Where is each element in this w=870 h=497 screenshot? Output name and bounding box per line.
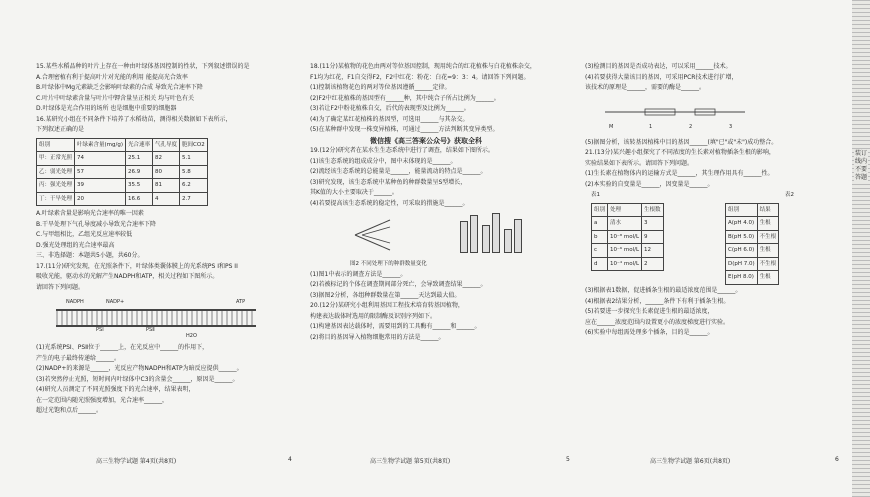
table-cell: 丙：强光处理 — [37, 179, 75, 193]
question-line: (1)控制该植物花色的两对等位基因遵循______定律。 — [310, 84, 451, 91]
table-cell: C(pH 6.0) — [726, 244, 758, 258]
table-row — [592, 257, 664, 271]
table-cell: 4 — [153, 192, 180, 206]
table-cell: 74 — [75, 152, 126, 166]
table-header-cell: 组别 — [726, 203, 758, 217]
question-line: (1)生长素在植物体内的运输方式是______，其生理作用具有______性。 — [585, 170, 774, 177]
table-cell: 5.1 — [180, 152, 208, 166]
table-cell: 10⁻⁴ mol/L — [608, 257, 642, 271]
table-2-title: 表2 — [785, 192, 794, 198]
question-line: 21.(13分)某兴趣小组探究了不同浓度的生长素对植物插条生根的影响， — [585, 149, 775, 156]
table-row — [726, 257, 779, 271]
table-cell: 10⁻⁶ mol/L — [608, 244, 642, 258]
table-cell: 12 — [642, 244, 664, 258]
table-cell: 82 — [153, 152, 180, 166]
question-line: 三、非选择题：本题共5小题，共60分。 — [36, 252, 144, 259]
page-column-2 — [310, 62, 575, 462]
question-line: C.与甲组相比，乙组光反应速率较低 — [36, 231, 133, 238]
table-header-cell: 胞间CO2 — [180, 138, 208, 152]
gel-label: 1 — [649, 123, 653, 130]
tables-area — [585, 190, 843, 286]
table-cell: 生根 — [757, 271, 779, 285]
table-cell: E(pH 8.0) — [726, 271, 758, 285]
fig-label: H2O — [186, 333, 197, 339]
question-line: F1均为红花，F1自交得F2，F2中红花：粉花：白花=9：3：4。请回答下列问题。 — [310, 73, 530, 81]
question-line: 18.(11分)某植物的花色由两对等位基因控制，现用纯合的红花植株与白花植株杂交， — [310, 63, 536, 70]
gel-label: M — [609, 123, 614, 130]
table-row — [37, 192, 208, 206]
table-header-cell: 组别 — [592, 203, 608, 217]
bar — [460, 221, 468, 253]
page-footer-1: 高三生物学试题 第4页(共8页) — [96, 458, 177, 465]
question-line: 实验结果如下表所示。请回答下列问题。 — [585, 159, 694, 167]
question-line: 请回答下列问题。 — [36, 283, 85, 291]
question-line: 在一定范围内随光照强度增加，光合速率______， — [36, 396, 169, 404]
fig-label: NADP+ — [106, 299, 125, 305]
table-cell: 不生根 — [757, 230, 779, 244]
table-header-cell: 叶绿素含量(mg/g) — [75, 138, 126, 152]
question-line: (3)若突然停止光照，短时间内叶绿体中C3的含量会______，原因是______。 — [36, 375, 239, 383]
table-cell: d — [592, 257, 608, 271]
page-number-1: 4 — [288, 456, 292, 463]
table-row — [592, 217, 664, 231]
table-cell: 丁：干旱处理 — [37, 192, 75, 206]
table-header-cell: 处理 — [608, 203, 642, 217]
table-header-cell: 结果 — [757, 203, 779, 217]
table-row — [37, 165, 208, 179]
table-cell: 3 — [642, 217, 664, 231]
question-line: 20.(12分)某研究小组利用基因工程技术培育转基因植物， — [310, 302, 464, 309]
question-line: (4)研究人员测定了不同光照强度下的光合速率，结果表明， — [36, 386, 195, 393]
population-figure — [310, 211, 575, 257]
question-line: (4)根据表2结果分析，______条件下有利于插条生根。 — [585, 297, 730, 305]
question-line: C.叶片中叶绿素含量与叶片中钾含量呈正相关 均与叶色有关 — [36, 94, 195, 102]
question-line: (3)研究发现，该生态系统中某种鱼的种群数量呈S型增长， — [310, 178, 467, 186]
question-line: (2)F2中红花植株的基因型有______种，其中纯合子所占比例为______。 — [310, 94, 500, 102]
table-header-row — [592, 203, 664, 217]
watermark-ad: 微信搜《高三答案公众号》获取全科 — [370, 136, 482, 145]
thylakoid-membrane — [56, 309, 256, 327]
question-line: (2)将目的基因导入植物细胞常用的方法是______。 — [310, 333, 445, 341]
table-cell: D(pH 7.0) — [726, 257, 758, 271]
question-line: (1)光系统PSⅠ、PSⅡ位于______上，在光反应中______的作用下， — [36, 344, 209, 351]
question-line: (1)该生态系统的组成成分中，图中未体现的是______。 — [310, 157, 457, 165]
table-cell: 2.7 — [180, 192, 208, 206]
table-row — [592, 230, 664, 244]
table-cell: B(pH 5.0) — [726, 230, 758, 244]
question-line: 16.某研究小组在不同条件下培养了水稻幼苗，测得相关数据如下表所示， — [36, 115, 232, 123]
question-line: D.叶绿体是光合作用的场所 也是细胞中重要的细胞器 — [36, 105, 177, 112]
table-1 — [591, 203, 664, 272]
question-line: (3)据图2分析，各组种群数量在第______天达到最大值。 — [310, 291, 461, 299]
question-line: B.叶绿体中Mg元素缺乏会影响叶绿素的合成 导致光合速率下降 — [36, 84, 203, 91]
table-cell: 乙：弱光处理 — [37, 165, 75, 179]
table-cell: 20 — [75, 192, 126, 206]
table-cell: 39 — [75, 179, 126, 193]
photosystem-diagram — [36, 295, 296, 341]
table-cell: b — [592, 230, 608, 244]
question-line: (4)为了确定某红花植株的基因型，可选用______与其杂交。 — [310, 115, 469, 123]
table-header-cell: 光合速率 — [126, 138, 153, 152]
question-line: (1)图1中表示的调查方法是______。 — [310, 270, 407, 278]
fig-label: NADPH — [66, 299, 84, 305]
question-line: (2)本实验的自变量是______，因变量是______。 — [585, 180, 714, 188]
table-row — [726, 217, 779, 231]
question-line: 下列叙述正确的是 — [36, 126, 85, 133]
question-line: 构建表达载体时选用的限制酶及识别序列如下。 — [310, 312, 437, 320]
bar — [492, 213, 500, 253]
page-number-3: 6 — [835, 456, 839, 463]
table-cell: 不生根 — [757, 257, 779, 271]
table-1-wrap — [591, 190, 664, 274]
question-line: (2)流经该生态系统的总能量是______，能量流动的特点是______。 — [310, 168, 487, 175]
question-line: 应在______浓度范围内设置更小的浓度梯度进行实验。 — [585, 318, 730, 326]
question-line: B.干旱处理下气孔导度减小导致光合速率下降 — [36, 220, 157, 228]
question-line: (1)构建基因表达载体时，需要用到的工具酶有______和______。 — [310, 323, 481, 330]
question-line: (3)根据表1数据，促进插条生根的最适浓度范围是______。 — [585, 287, 742, 294]
question-line: (5)若要进一步探究生长素促进生根的最适浓度， — [585, 308, 714, 315]
bar — [504, 229, 512, 253]
page-column-3 — [585, 62, 843, 462]
table-2 — [725, 203, 779, 285]
table-cell: 9 — [642, 230, 664, 244]
table-cell: 生根 — [757, 244, 779, 258]
question-line: 吸收光能，驱动水的光解产生NADPH和ATP，相关过程如下图所示。 — [36, 273, 219, 280]
table-row — [726, 271, 779, 285]
table-cell: A(pH 4.0) — [726, 217, 758, 231]
table-cell: 25.1 — [126, 152, 153, 166]
bar — [470, 215, 478, 253]
table-cell: a — [592, 217, 608, 231]
table-header-cell: 组别 — [37, 138, 75, 152]
table-cell: 81 — [153, 179, 180, 193]
table-cell: 35.5 — [126, 179, 153, 193]
table-1-title: 表1 — [591, 192, 600, 198]
binding-strip — [852, 0, 870, 497]
question-line: A.叶绿素含量是影响光合速率的唯一因素 — [36, 210, 144, 217]
question-line: 17.(11分)研究发现，在光照条件下，叶绿体类囊体膜上的光系统PS I和PS II — [36, 262, 238, 270]
gel-label: 3 — [729, 123, 733, 130]
gel-figure — [585, 96, 843, 136]
fig-label: PSⅡ — [146, 327, 155, 333]
table-cell: 80 — [153, 165, 180, 179]
fig-label: ATP — [236, 299, 246, 305]
page-footer-3: 高三生物学试题 第6页(共8页) — [650, 458, 731, 465]
question-line: (4)若要获得大量该目的基因，可采用PCR技术进行扩增， — [585, 73, 738, 81]
table-cell: 10⁻⁸ mol/L — [608, 230, 642, 244]
question-line: 产生的电子最终传递给______。 — [36, 354, 121, 362]
question-line: (2)若被标记的个体在调查期间部分死亡，会导致调查结果______。 — [310, 281, 487, 288]
table-cell: 2 — [642, 257, 664, 271]
bar — [514, 219, 522, 253]
question-line: (2)NADP+的来源是______，光反应产物NADPH和ATP为暗反应提供______。 — [36, 365, 243, 372]
table-header-row — [726, 203, 779, 217]
table-cell: 57 — [75, 165, 126, 179]
data-table-q16 — [36, 138, 208, 207]
page-number-2: 5 — [566, 456, 570, 463]
question-line: 19.(12分)研究者在某水生生态系统中进行了调查，结果如下图所示。 — [310, 147, 494, 154]
table-cell: 清水 — [608, 217, 642, 231]
table-row — [726, 244, 779, 258]
table-cell: 26.9 — [126, 165, 153, 179]
question-line: (4)若要提高该生态系统的稳定性，可采取的措施是______。 — [310, 199, 469, 207]
table-row — [726, 230, 779, 244]
table-header-cell: 生根数 — [642, 203, 664, 217]
table-row — [592, 244, 664, 258]
binding-strip-text: 装订线内不要答题 — [854, 150, 867, 181]
table-row — [37, 152, 208, 166]
fig-label: PSⅠ — [96, 327, 104, 333]
table-cell: 5.8 — [180, 165, 208, 179]
bar — [482, 225, 490, 253]
table-header-row — [37, 138, 208, 152]
question-line: D.强光处理组的光合速率最高 — [36, 241, 115, 249]
question-line: (5)据图分析，该转基因植株中目的基因______(填"已"或"未")成功整合。 — [585, 138, 778, 146]
question-line: (6)实验中每组需处理多个插条，目的是______。 — [585, 329, 714, 336]
page-footer-2: 高三生物学试题 第5页(共8页) — [370, 458, 451, 465]
figure-caption: 图2 不同处理下的种群数量变化 — [350, 261, 427, 267]
question-line: (5)在某种群中发现一株变异植株，可通过______方法判断其变异类型。 — [310, 126, 499, 133]
question-line: A.合理密植有利于提高叶片对光能的利用 能提高光合效率 — [36, 73, 188, 81]
sampling-diagram — [350, 215, 410, 255]
table-header-cell: 气孔导度 — [153, 138, 180, 152]
question-line: 其K值的大小主要取决于______。 — [310, 189, 398, 196]
question-line: 15.某些水稻品种的叶片上存在一种由叶绿体基因控制的性状，下列叙述错误的是 — [36, 63, 250, 70]
table-cell: 6.2 — [180, 179, 208, 193]
table-cell: 16.6 — [126, 192, 153, 206]
gel-label: 2 — [689, 123, 693, 130]
table-cell: c — [592, 244, 608, 258]
question-line: 该技术的原理是______，需要的酶是______。 — [585, 84, 706, 91]
question-line: 超过光饱和点后______。 — [36, 407, 103, 414]
table-row — [37, 179, 208, 193]
table-2-wrap — [725, 190, 794, 288]
table-cell: 生根 — [757, 217, 779, 231]
table-cell: 甲：正常光照 — [37, 152, 75, 166]
question-line: (3)若让F2中粉花植株自交，后代的表现型及比例为______。 — [310, 105, 470, 112]
question-line: (3)检测目的基因是否成功表达，可以采用______技术。 — [585, 63, 732, 70]
page-column-1 — [36, 62, 296, 462]
